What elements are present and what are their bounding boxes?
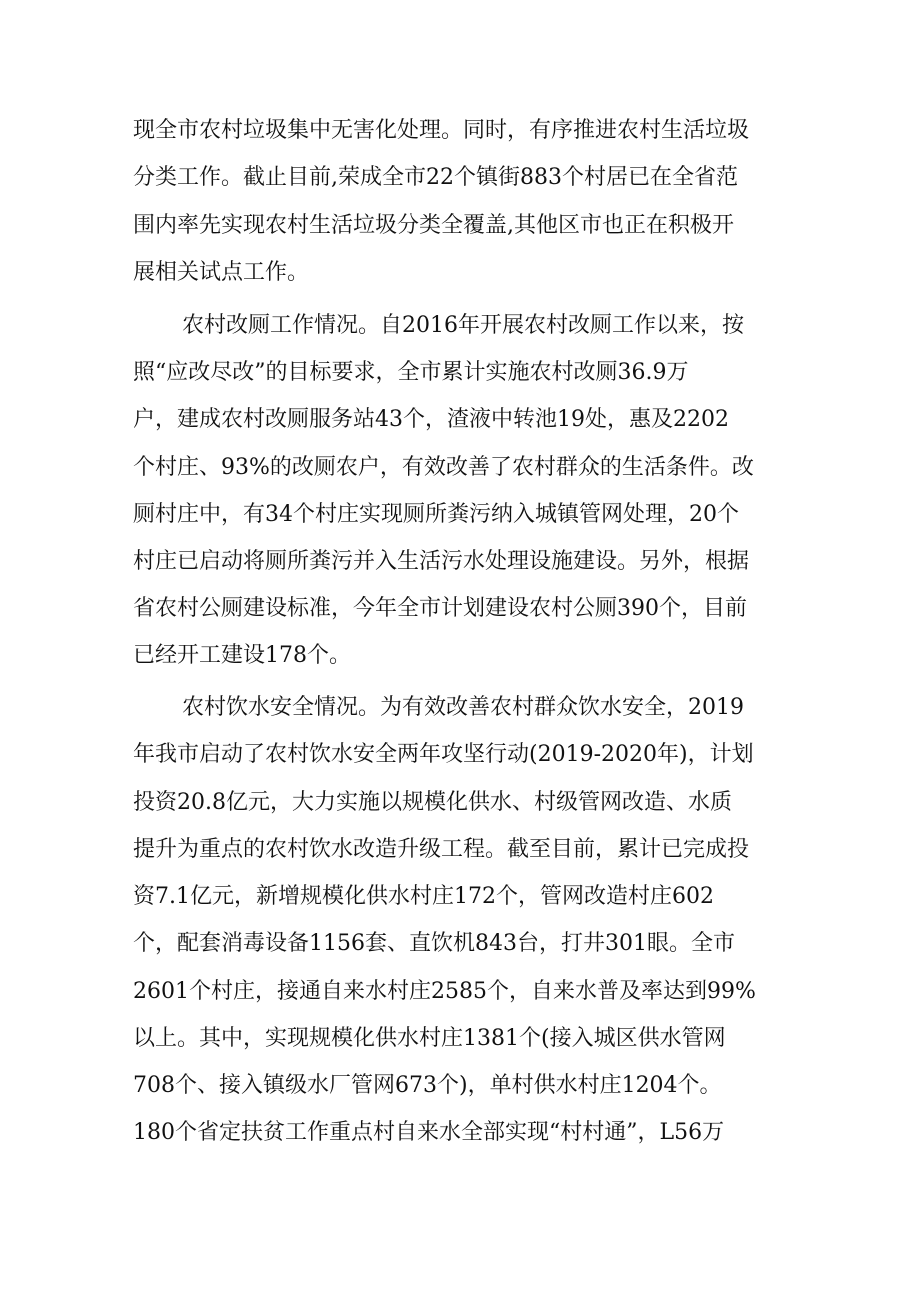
text-line: 投资20.8亿元，大力实施以规模化供水、村级管网改造、水质 [133, 790, 732, 815]
text-line: 厕村庄中，有34个村庄实现厕所粪污纳入城镇管网处理，20个 [133, 502, 739, 527]
text-line: 已经开工建设178个。 [133, 643, 351, 668]
text-line: 照“应改尽改”的目标要求，全市累计实施农村改厕36.9万 [133, 360, 689, 385]
text-line: 村庄已启动将厕所粪污并入生活污水处理设施建设。另外，根据 [133, 549, 750, 574]
text-line: 展相关试点工作。 [133, 260, 310, 285]
text-line: 个村庄、93%的改厕农户，有效改善了农村群众的生活条件。改 [133, 455, 754, 480]
text-line: 省农村公厕建设标准，今年全市计划建设农村公厕390个，目前 [133, 596, 747, 621]
text-line: 分类工作。截止目前,荣成全市22个镇街883个村居已在全省范 [133, 165, 738, 190]
paragraph-first-line: 农村改厕工作情况。自2016年开展农村改厕工作以来，按 [182, 313, 744, 338]
paragraph-first-line: 农村饮水安全情况。为有效改善农村群众饮水安全，2019 [182, 695, 744, 720]
text-line: 2601个村庄，接通自来水村庄2585个，自来水普及率达到99% [133, 979, 756, 1004]
text-line: 以上。其中，实现规模化供水村庄1381个(接入城区供水管网 [133, 1026, 726, 1051]
text-line: 提升为重点的农村饮水改造升级工程。截至目前，累计已完成投 [133, 837, 750, 862]
text-line: 个，配套消毒设备1156套、直饮机843台，打井301眼。全市 [133, 931, 735, 956]
text-line: 户，建成农村改厕服务站43个，渣液中转池19处，惠及2202 [133, 407, 729, 432]
text-line: 年我市启动了农村饮水安全两年攻坚行动(2019-2020年)，计划 [133, 742, 754, 767]
text-line: 围内率先实现农村生活垃圾分类全覆盖,其他区市也正在积极开 [133, 213, 734, 238]
text-line: 180个省定扶贫工作重点村自来水全部实现“村村通”，L56万 [133, 1120, 725, 1145]
text-line: 708个、接入镇级水厂管网673个)，单村供水村庄1204个。 [133, 1073, 722, 1098]
text-line: 资7.1亿元，新增规模化供水村庄172个，管网改造村庄602 [133, 884, 714, 909]
text-line: 现全市农村垃圾集中无害化处理。同时，有序推进农村生活垃圾 [133, 118, 750, 143]
